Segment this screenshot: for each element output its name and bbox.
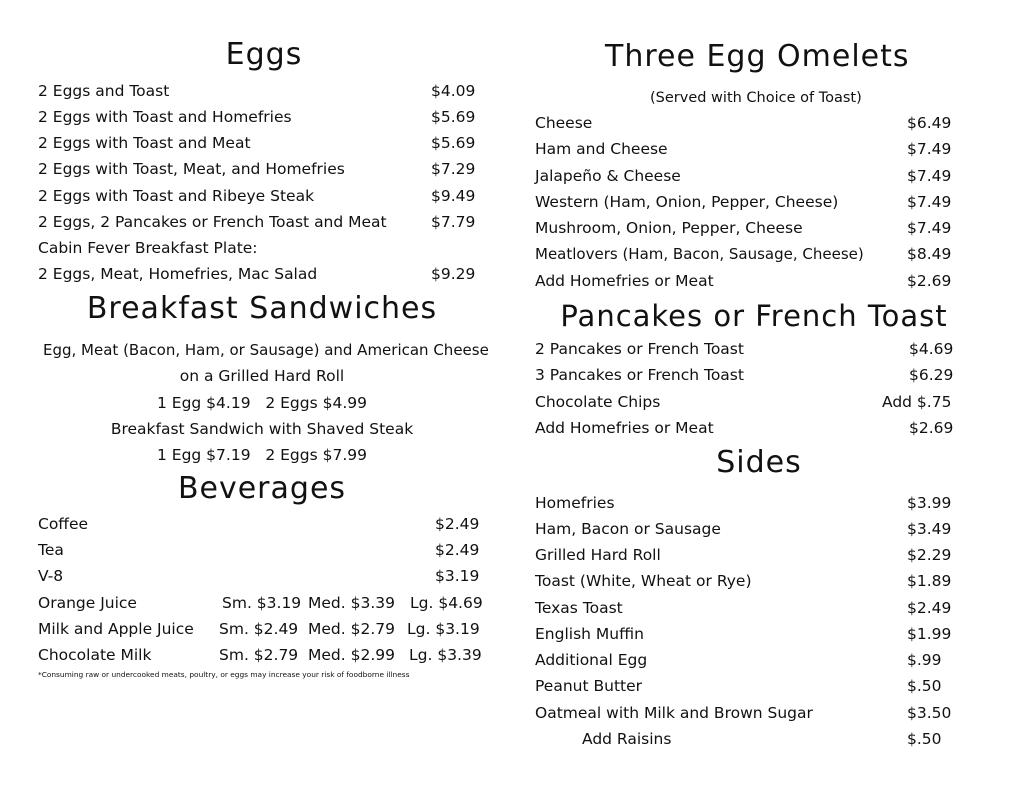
item-name: 2 Eggs with Toast and Homefries <box>38 108 292 126</box>
sandwiches-heading: Breakfast Sandwiches <box>86 291 438 326</box>
omelet-item <box>535 139 952 159</box>
item-price: $4.09 <box>431 82 476 100</box>
item-price: $6.49 <box>907 114 952 132</box>
item-price: $8.49 <box>907 245 952 263</box>
eggs-item <box>38 81 486 101</box>
item-name: Milk and Apple Juice <box>38 620 194 638</box>
beverages-heading: Beverages <box>177 471 347 506</box>
eggs-item <box>38 264 486 284</box>
item-name: Ham and Cheese <box>535 140 668 158</box>
item-name: 2 Eggs, 2 Pancakes or French Toast and Meat <box>38 213 387 231</box>
side-item <box>535 624 952 644</box>
sandwich-description: Egg, Meat (Bacon, Ham, or Sausage) and American Cheese <box>43 341 489 359</box>
sides-heading: Sides <box>716 445 802 480</box>
sized-beverage-item <box>38 593 486 613</box>
item-name: Mushroom, Onion, Pepper, Cheese <box>535 219 803 237</box>
item-name: Additional Egg <box>535 651 648 669</box>
small-price: Sm. $2.79 <box>219 646 299 664</box>
large-price: Lg. $3.39 <box>409 646 482 664</box>
item-name: Peanut Butter <box>535 677 643 695</box>
item-name: 2 Eggs with Toast and Ribeye Steak <box>38 187 315 205</box>
item-price: $7.49 <box>907 193 952 211</box>
side-item <box>535 676 949 696</box>
item-name: 2 Pancakes or French Toast <box>535 340 744 358</box>
item-name: 2 Eggs, Meat, Homefries, Mac Salad <box>38 265 318 283</box>
item-price: $5.69 <box>431 108 476 126</box>
large-price: Lg. $3.19 <box>407 620 480 638</box>
item-price: $9.49 <box>431 187 476 205</box>
medium-price: Med. $3.39 <box>308 594 395 612</box>
eggs-item <box>38 159 486 179</box>
sized-beverage-item <box>38 619 486 639</box>
item-price: $2.49 <box>435 515 480 533</box>
item-name: Orange Juice <box>38 594 137 612</box>
large-price: Lg. $4.69 <box>410 594 483 612</box>
item-price: $5.69 <box>431 134 476 152</box>
eggs-item <box>38 212 486 232</box>
sandwich-prices: 1 Egg $4.19 2 Eggs $4.99 <box>157 394 367 412</box>
side-item <box>535 545 952 565</box>
small-price: Sm. $2.49 <box>219 620 299 638</box>
item-name: Coffee <box>38 515 89 533</box>
eggs-item <box>38 238 486 258</box>
item-name: Add Raisins <box>582 730 672 748</box>
item-price: $2.29 <box>907 546 952 564</box>
pancakes-heading: Pancakes or French Toast <box>560 299 948 333</box>
side-item <box>535 650 949 670</box>
item-name: Jalapeño & Cheese <box>535 167 681 185</box>
steak-sandwich: Breakfast Sandwich with Shaved Steak <box>110 420 414 438</box>
eggs-item <box>38 133 486 153</box>
sandwich-description: on a Grilled Hard Roll <box>179 367 345 385</box>
item-name: English Muffin <box>535 625 644 643</box>
item-price: $2.49 <box>907 599 952 617</box>
medium-price: Med. $2.99 <box>308 646 395 664</box>
item-price: $2.69 <box>909 419 954 437</box>
omelet-item <box>535 113 952 133</box>
omelet-item <box>535 271 952 291</box>
item-price: $1.89 <box>907 572 952 590</box>
item-price: $2.49 <box>435 541 480 559</box>
item-price: $7.79 <box>431 213 476 231</box>
item-name: Chocolate Milk <box>38 646 152 664</box>
sized-beverage-item <box>38 645 486 665</box>
item-name: Add Homefries or Meat <box>535 272 714 290</box>
eggs-item <box>38 186 486 206</box>
item-price: $.50 <box>907 677 942 695</box>
item-name: Tea <box>38 541 64 559</box>
beverage-item <box>38 540 486 560</box>
item-name: Oatmeal with Milk and Brown Sugar <box>535 704 813 722</box>
item-name: 2 Eggs with Toast, Meat, and Homefries <box>38 160 345 178</box>
steak-sandwich-prices: 1 Egg $7.19 2 Eggs $7.99 <box>157 446 367 464</box>
beverage-item <box>38 514 486 534</box>
eggs-heading: Eggs <box>225 37 303 72</box>
item-price: $7.29 <box>431 160 476 178</box>
item-price: $7.49 <box>907 219 952 237</box>
item-price: $1.99 <box>907 625 952 643</box>
omelet-item <box>535 244 952 264</box>
item-price: $3.19 <box>435 567 480 585</box>
item-price: Add $.75 <box>882 393 952 411</box>
omelets-subheading: (Served with Choice of Toast) <box>650 90 862 106</box>
food-safety-disclaimer: *Consuming raw or undercooked meats, poultry, or eggs may increase your risk of foodborne illness <box>38 670 410 679</box>
side-item <box>535 571 952 591</box>
item-name: 3 Pancakes or French Toast <box>535 366 744 384</box>
side-item <box>535 519 952 539</box>
omelets-heading: Three Egg Omelets <box>605 39 910 74</box>
item-name: Chocolate Chips <box>535 393 661 411</box>
omelet-item <box>535 218 952 238</box>
beverage-item <box>38 566 486 586</box>
side-item <box>535 729 949 749</box>
side-item <box>535 493 952 513</box>
pancake-item <box>535 418 954 438</box>
item-price: $9.29 <box>431 265 476 283</box>
side-item <box>535 598 952 618</box>
item-name: Cabin Fever Breakfast Plate: <box>38 239 258 257</box>
item-price: $6.29 <box>909 366 954 384</box>
eggs-item <box>38 107 486 127</box>
side-item <box>535 703 952 723</box>
omelet-item <box>535 192 952 212</box>
item-name: Ham, Bacon or Sausage <box>535 520 721 538</box>
item-price: $3.49 <box>907 520 952 538</box>
item-price: $.99 <box>907 651 942 669</box>
item-name: Texas Toast <box>535 599 623 617</box>
medium-price: Med. $2.79 <box>308 620 395 638</box>
item-price: $4.69 <box>909 340 954 358</box>
item-price: $2.69 <box>907 272 952 290</box>
item-price: $3.50 <box>907 704 952 722</box>
pancake-item <box>535 392 952 412</box>
omelet-item <box>535 166 952 186</box>
item-price: $7.49 <box>907 167 952 185</box>
small-price: Sm. $3.19 <box>222 594 302 612</box>
pancake-item <box>535 339 954 359</box>
item-name: 2 Eggs and Toast <box>38 82 170 100</box>
item-price: $.50 <box>907 730 942 748</box>
item-price: $7.49 <box>907 140 952 158</box>
item-name: Add Homefries or Meat <box>535 419 714 437</box>
item-name: Grilled Hard Roll <box>535 546 661 564</box>
item-name: Meatlovers (Ham, Bacon, Sausage, Cheese) <box>535 245 864 263</box>
item-name: Cheese <box>535 114 593 132</box>
pancake-item <box>535 365 954 385</box>
item-name: 2 Eggs with Toast and Meat <box>38 134 251 152</box>
item-name: Toast (White, Wheat or Rye) <box>535 572 752 590</box>
item-name: Western (Ham, Onion, Pepper, Cheese) <box>535 193 839 211</box>
item-name: Homefries <box>535 494 615 512</box>
item-price: $3.99 <box>907 494 952 512</box>
item-name: V-8 <box>38 567 64 585</box>
